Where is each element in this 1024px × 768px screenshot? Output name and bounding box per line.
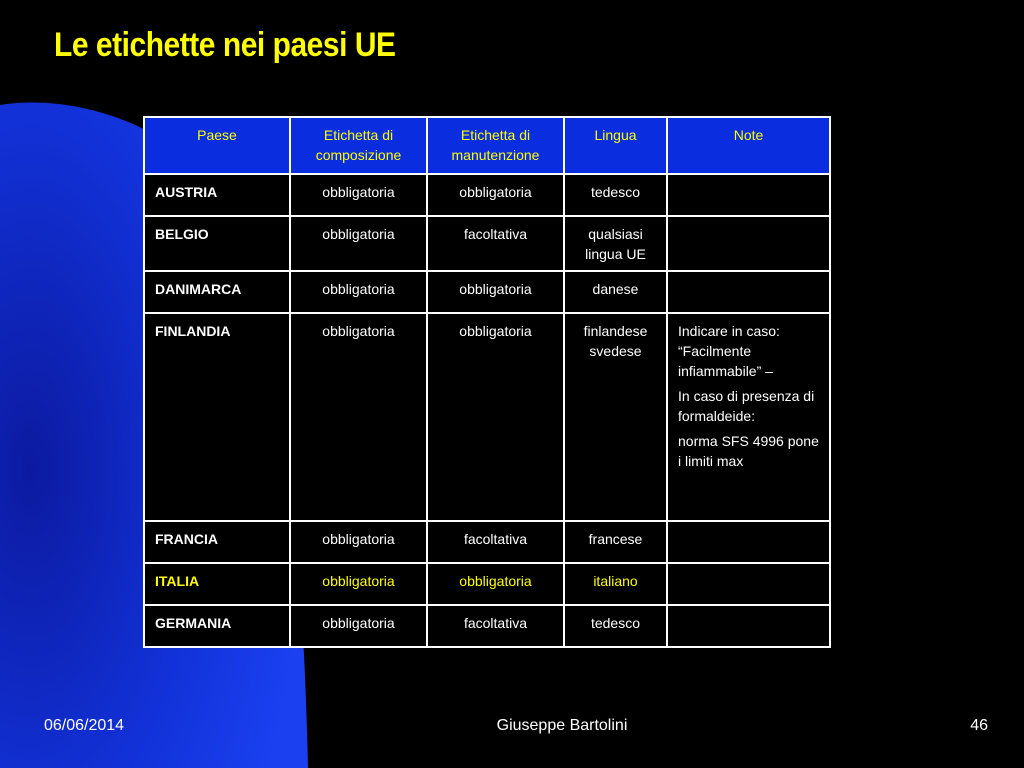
cell-paese: GERMANIA (144, 605, 290, 647)
cell-note (667, 216, 830, 271)
cell-composizione: obbligatoria (290, 174, 427, 216)
table-header-row (144, 117, 830, 174)
cell-lingua: danese (564, 271, 667, 313)
note-line: norma SFS 4996 pone i limiti max (678, 433, 819, 469)
footer-author: Giuseppe Bartolini (496, 717, 628, 734)
footer-page-number: 46 (970, 717, 988, 734)
cell-lingua: tedesco (564, 174, 667, 216)
header-lingua: Lingua (564, 117, 667, 174)
cell-lingua: finlandese svedese (564, 313, 667, 521)
cell-composizione: obbligatoria (290, 605, 427, 647)
header-note: Note (667, 117, 830, 174)
table-row (144, 271, 830, 313)
table-row (144, 174, 830, 216)
cell-manutenzione: obbligatoria (427, 563, 564, 605)
cell-composizione: obbligatoria (290, 271, 427, 313)
cell-composizione: obbligatoria (290, 563, 427, 605)
table-row (144, 216, 830, 271)
cell-composizione: obbligatoria (290, 521, 427, 563)
labels-table-container (143, 116, 831, 648)
cell-lingua: francese (564, 521, 667, 563)
header-manutenzione: Etichetta di manutenzione (427, 117, 564, 174)
cell-note (667, 605, 830, 647)
labels-table (143, 116, 831, 648)
cell-paese: FINLANDIA (144, 313, 290, 521)
cell-paese: ITALIA (144, 563, 290, 605)
cell-paese: BELGIO (144, 216, 290, 271)
cell-composizione: obbligatoria (290, 313, 427, 521)
header-composizione: Etichetta di composizione (290, 117, 427, 174)
table-row (144, 605, 830, 647)
cell-note (667, 271, 830, 313)
cell-note (667, 563, 830, 605)
cell-lingua: qualsiasi lingua UE (564, 216, 667, 271)
cell-composizione: obbligatoria (290, 216, 427, 271)
header-paese: Paese (144, 117, 290, 174)
note-line: In caso di presenza di formaldeide: (678, 388, 815, 424)
table-row-highlighted (144, 563, 830, 605)
cell-lingua: italiano (564, 563, 667, 605)
cell-note (667, 521, 830, 563)
cell-note (667, 174, 830, 216)
note-line: Indicare in caso: “Facilmente infiammabile” – (678, 323, 780, 379)
cell-manutenzione: facoltativa (427, 521, 564, 563)
footer-date: 06/06/2014 (44, 717, 125, 734)
cell-manutenzione: obbligatoria (427, 313, 564, 521)
cell-manutenzione: obbligatoria (427, 174, 564, 216)
cell-note (667, 313, 830, 521)
slide-title: Le etichette nei paesi UE (54, 26, 396, 64)
cell-paese: DANIMARCA (144, 271, 290, 313)
cell-manutenzione: facoltativa (427, 605, 564, 647)
table-row (144, 313, 830, 521)
cell-paese: FRANCIA (144, 521, 290, 563)
table-row (144, 521, 830, 563)
cell-lingua: tedesco (564, 605, 667, 647)
cell-manutenzione: obbligatoria (427, 271, 564, 313)
cell-paese: AUSTRIA (144, 174, 290, 216)
cell-manutenzione: facoltativa (427, 216, 564, 271)
